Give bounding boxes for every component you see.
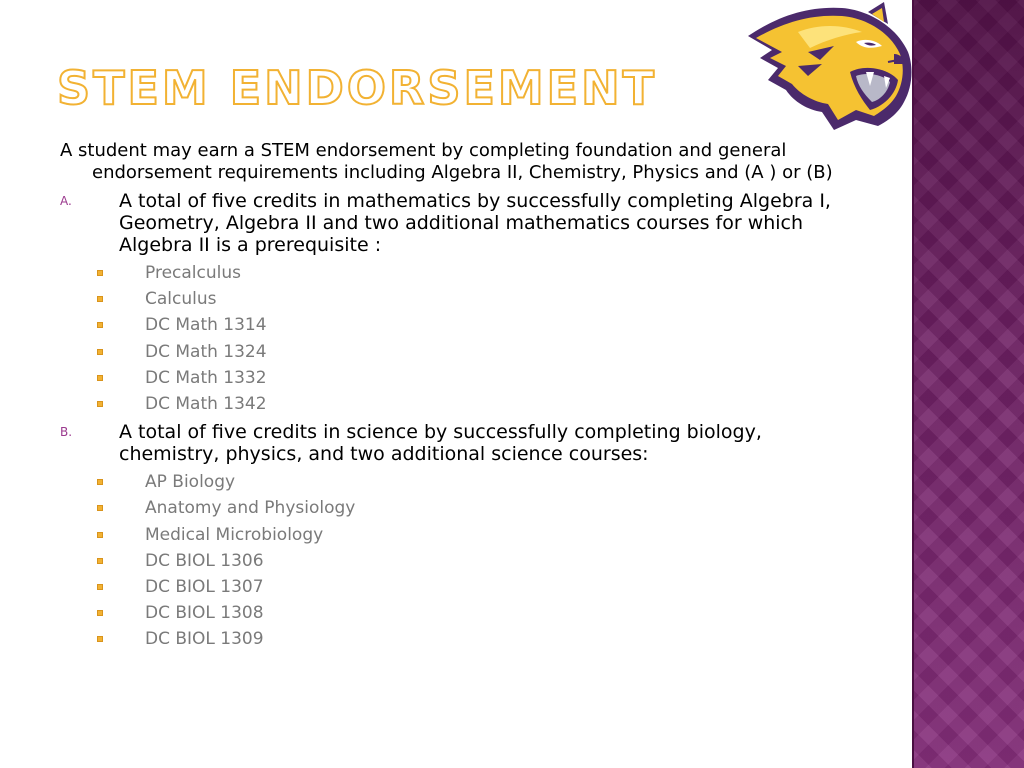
square-bullet-icon xyxy=(97,584,103,590)
list-item xyxy=(60,626,860,652)
section-a xyxy=(60,190,839,256)
course-label: AP Biology xyxy=(145,472,236,493)
section-b-text: A total of five credits in science by successfully completing biology, chemistry, physics, and two additional science courses: xyxy=(119,421,762,466)
list-item xyxy=(60,495,860,521)
course-label: DC BIOL 1307 xyxy=(145,576,264,597)
square-bullet-icon xyxy=(97,375,103,381)
course-label: Anatomy and Physiology xyxy=(145,498,356,519)
math-course-list xyxy=(60,260,860,417)
list-item xyxy=(60,548,860,574)
slide-title: STEM ENDORSEMENT xyxy=(57,61,657,115)
section-a-marker: A. xyxy=(60,194,72,208)
square-bullet-icon xyxy=(97,558,103,564)
square-bullet-icon xyxy=(97,322,103,328)
list-item xyxy=(60,574,860,600)
list-item xyxy=(60,339,860,365)
decorative-side-band xyxy=(912,0,1024,768)
course-label: DC BIOL 1309 xyxy=(145,629,264,650)
science-course-list xyxy=(60,469,860,652)
square-bullet-icon xyxy=(97,479,103,485)
wildcat-mascot-icon xyxy=(738,2,914,134)
square-bullet-icon xyxy=(97,270,103,276)
list-item xyxy=(60,469,860,495)
list-item xyxy=(60,260,860,286)
square-bullet-icon xyxy=(97,610,103,616)
course-label: DC BIOL 1308 xyxy=(145,603,264,624)
section-b-marker: B. xyxy=(60,425,73,440)
course-label: Precalculus xyxy=(145,263,241,283)
course-label: Medical Microbiology xyxy=(145,524,324,545)
section-b xyxy=(60,421,839,465)
square-bullet-icon xyxy=(97,401,103,407)
section-a-text: A total of five credits in mathematics by successfully completing Algebra I, Geometry, Algebra II and two additional mathematics courses for which Algebra II is a prerequisite : xyxy=(119,190,831,256)
course-label: DC Math 1332 xyxy=(145,367,267,388)
square-bullet-icon xyxy=(97,636,103,642)
list-item xyxy=(60,365,860,391)
list-item xyxy=(60,391,860,417)
course-label: DC BIOL 1306 xyxy=(145,550,264,571)
list-item xyxy=(60,286,860,312)
list-item xyxy=(60,600,860,626)
square-bullet-icon xyxy=(97,296,103,302)
list-item xyxy=(60,312,860,338)
course-label: DC Math 1324 xyxy=(145,341,267,362)
list-item xyxy=(60,522,860,548)
course-label: Calculus xyxy=(145,289,217,310)
slide-body xyxy=(60,140,860,656)
course-label: DC Math 1342 xyxy=(145,393,267,414)
course-label: DC Math 1314 xyxy=(145,315,267,336)
square-bullet-icon xyxy=(97,349,103,355)
intro-paragraph: A student may earn a STEM endorsement by completing foundation and general endorsement requirements including Algebra II, Chemistry, Physics and (A ) or (B) xyxy=(60,140,833,183)
square-bullet-icon xyxy=(97,505,103,511)
square-bullet-icon xyxy=(97,532,103,538)
